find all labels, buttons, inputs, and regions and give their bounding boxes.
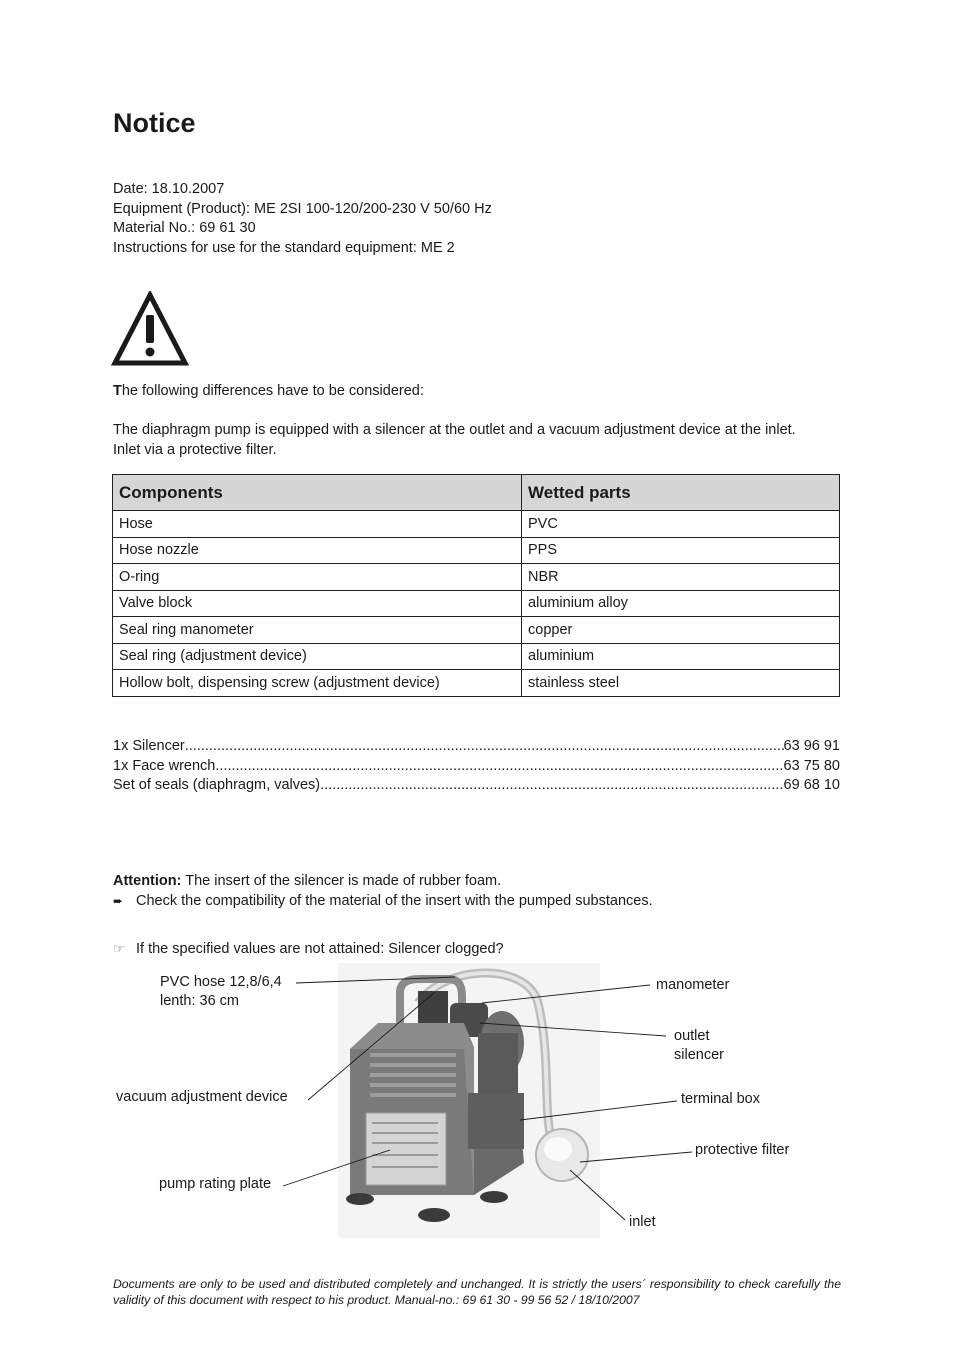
material-cell: PPS (522, 537, 840, 564)
component-cell: Hollow bolt, dispensing screw (adjustment device) (113, 670, 522, 697)
meta-material: Material No.: 69 61 30 (113, 220, 256, 236)
rating-plate-label: pump rating plate (159, 1176, 272, 1192)
hint-note (113, 939, 504, 960)
component-cell: O-ring (113, 564, 522, 591)
attention-text: The insert of the silencer is made of rubber foam. (181, 873, 502, 889)
meta-instructions: Instructions for use for the standard equipment: ME 2 (113, 239, 455, 256)
description-line-2: Inlet via a protective filter. (113, 441, 277, 458)
pump-photo (338, 963, 600, 1238)
dot-leader (320, 776, 783, 796)
component-cell: Seal ring manometer (113, 617, 522, 644)
table-row (113, 643, 840, 670)
accessory-name: 1x Silencer (113, 738, 185, 754)
protective-filter-label: protective filter (695, 1142, 790, 1158)
outlet-label-line-1: outlet (674, 1028, 710, 1044)
differences-note (113, 382, 424, 402)
page-title: Notice (113, 108, 196, 138)
terminal-box-label: terminal box (681, 1091, 760, 1107)
warning-icon (111, 291, 189, 367)
attention-check: Check the compatibility of the material of the insert with the pumped substances. (136, 892, 653, 909)
table-row (113, 537, 840, 564)
accessories-list (113, 737, 840, 796)
hint-text: If the specified values are not attained: Silencer clogged? (136, 941, 504, 957)
meta-date: Date: 18.10.2007 (113, 181, 225, 197)
list-item (113, 757, 840, 777)
components-table (112, 474, 840, 697)
material-cell: stainless steel (522, 670, 840, 697)
attention-label: Attention: (113, 873, 182, 889)
table-row (113, 670, 840, 697)
pvc-hose-label-line-2: lenth: 36 cm (160, 993, 239, 1009)
accessory-name: 1x Face wrench (113, 757, 216, 774)
pvc-hose-label-line-1: PVC hose 12,8/6,4 (160, 974, 282, 990)
outlet-label-line-2: silencer (674, 1047, 724, 1063)
list-item (113, 737, 840, 757)
dot-leader (215, 757, 783, 777)
attention-note (113, 872, 653, 911)
table-header-row (113, 475, 840, 511)
document-meta (113, 180, 492, 258)
differences-initial: T (113, 383, 122, 399)
dot-leader (185, 737, 784, 757)
pointing-hand-icon: ☞ (113, 941, 125, 956)
header-components: Components (113, 475, 522, 511)
vacuum-device-label: vacuum adjustment device (116, 1089, 288, 1105)
header-wetted-parts: Wetted parts (522, 475, 840, 511)
component-cell: Valve block (113, 590, 522, 617)
inlet-label: inlet (629, 1214, 656, 1230)
accessory-number: 63 96 91 (783, 738, 840, 754)
pvc-hose-label (160, 973, 282, 1011)
material-cell: copper (522, 617, 840, 644)
material-cell: NBR (522, 564, 840, 591)
arrow-icon: ➨ (113, 893, 124, 908)
component-cell: Seal ring (adjustment device) (113, 643, 522, 670)
accessory-number: 69 68 10 (783, 777, 840, 793)
material-cell: aluminium (522, 643, 840, 670)
meta-equipment: Equipment (Product): ME 2SI 100-120/200-230 V 50/60 Hz (113, 200, 492, 217)
footer-note: Documents are only to be used and distributed completely and unchanged. It is strictly the users´ responsibility to check carefully the validity of this document with respect to his product. Manual-no.: 69 61 30 - 99 56 52 / 18/10/2007 (113, 1277, 841, 1307)
manometer-label: manometer (656, 977, 730, 993)
table-row (113, 564, 840, 591)
component-cell: Hose nozzle (113, 537, 522, 564)
accessory-name: Set of seals (diaphragm, valves) (113, 777, 321, 793)
table-row (113, 511, 840, 538)
table-row (113, 590, 840, 617)
component-cell: Hose (113, 511, 522, 538)
accessory-number: 63 75 80 (783, 757, 840, 774)
outlet-silencer-label (674, 1027, 724, 1065)
material-cell: aluminium alloy (522, 590, 840, 617)
description (113, 421, 796, 460)
table-row (113, 617, 840, 644)
differences-text: he following differences have to be considered: (121, 383, 424, 399)
material-cell: PVC (522, 511, 840, 538)
description-line-1: The diaphragm pump is equipped with a silencer at the outlet and a vacuum adjustment device at the inlet. (113, 422, 796, 438)
list-item (113, 776, 840, 796)
